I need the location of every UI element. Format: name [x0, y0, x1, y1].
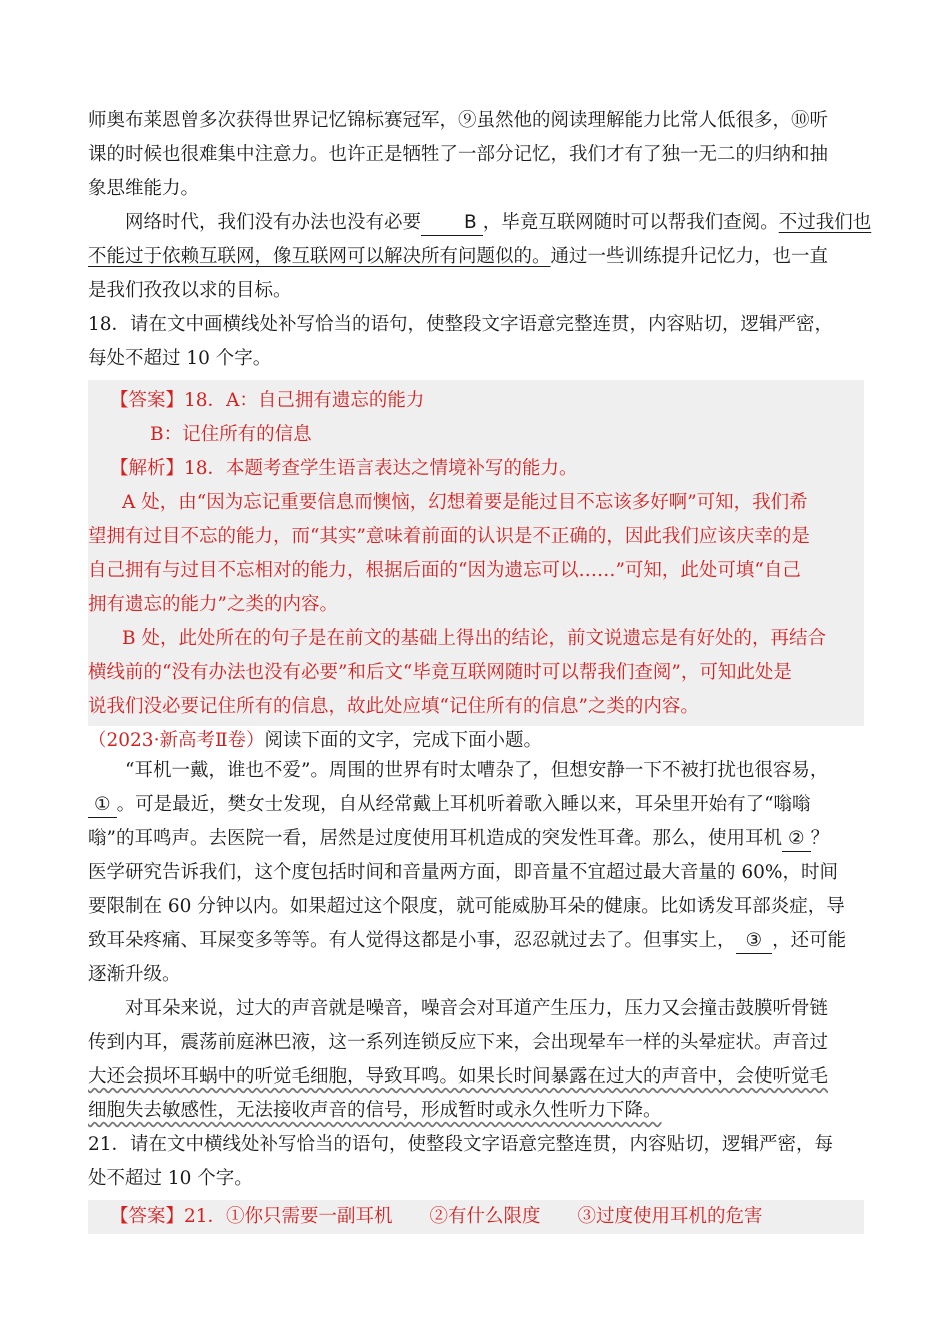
answer-label: 【答案】 — [110, 1206, 185, 1227]
question-18 — [88, 308, 864, 376]
question-21 — [88, 1128, 864, 1196]
question-line: 18．请在文中画横线处补写恰当的语句，使整段文字语意完整连贯，内容贴切，逻辑严密， — [88, 314, 834, 335]
document-page — [88, 104, 872, 1236]
question-line: 处不超过 10 个字。 — [88, 1168, 253, 1189]
analysis-b: B 处，此处所在的句子是在前文的基础上得出的结论，前文说遗忘是有好处的，再结合 横线前的“没有办法也没有必要”和后文“毕竟互联网随时可以帮我们查阅”，可知此处是 说我们没必要记住所有的信息，故此处应填“记住所有的信息”之类的内容。 — [88, 628, 826, 717]
answer-box-21 — [88, 1200, 864, 1234]
passage-line: 网络时代，我们没有办法也没有必要 B ，毕竟互联网随时可以帮我们查阅。不过我们也 — [88, 206, 864, 240]
question-line: 每处不超过 10 个字。 — [88, 348, 272, 369]
underlined-sentence: 不过我们也 — [778, 212, 872, 233]
answer-line: 【答案】21．①你只需要一副耳机 ②有什么限度 ③过度使用耳机的危害 — [110, 1206, 763, 1227]
passage-line: 医学研究告诉我们，这个度包括时间和音量两方面，即音量不宜超过最大音量的 60%，时间 — [88, 862, 839, 883]
passage-line: 传到内耳，震荡前庭淋巴液，这一系列连锁反应下来，会出现晕车一样的头晕症状。声音过 — [88, 1032, 829, 1053]
answer-line: 【答案】18．A：自己拥有遗忘的能力 — [110, 390, 425, 411]
passage-heading: （2023·新高考Ⅱ卷）阅读下面的文字，完成下面小题。 — [88, 730, 543, 751]
fill-blank-3: ③ — [736, 929, 773, 954]
analysis-a: A 处，由“因为忘记重要信息而懊恼，幻想着要是能过目不忘该多好啊”可知，我们希 望拥有过目不忘的能力，而“其实”意味着前面的认识是不正确的，因此我们应该庆幸的是 自己拥有与过目不忘相对的能力，根据后面的“因为遗忘可以……”可知，此处可填“自己 拥有遗忘的能力”之类的内容。 — [88, 492, 810, 615]
fill-blank-2: ② — [782, 827, 811, 852]
passage-line: 不能过于依赖互联网，像互联网可以解决所有问题似的。通过一些训练提升记忆力，也一直 — [88, 246, 829, 267]
passage-line: ① 。可是最近，樊女士发现，自从经常戴上耳机听着歌入睡以来，耳朵里开始有了“嗡嗡 — [88, 788, 864, 822]
passage-line: 象思维能力。 — [88, 178, 200, 199]
analysis-title: 【解析】18．本题考查学生语言表达之情境补写的能力。 — [110, 458, 578, 479]
passage-line: 嗡”的耳鸣声。去医院一看，居然是过度使用耳机造成的突发性耳聋。那么，使用耳机 ② ？ — [88, 822, 864, 856]
passage-line: 师奥布莱恩曾多次获得世界记忆锦标赛冠军，⑨虽然他的阅读理解能力比常人低很多，⑩听 — [88, 110, 829, 131]
passage-line: 逐渐升级。 — [88, 964, 181, 985]
fill-blank-b: B — [421, 211, 483, 236]
passage-line: “耳机一戴，谁也不爱”。周围的世界有时太嘈杂了，但想安静一下不被打扰也很容易， — [125, 760, 829, 781]
passage-2 — [88, 728, 864, 1128]
passage-line: 对耳朵来说，过大的声音就是噪音，噪音会对耳道产生压力，压力又会撞击鼓膜听骨链 — [125, 998, 829, 1019]
passage-line: 致耳朵疼痛、耳屎变多等等。有人觉得这都是小事，忍忍就过去了。但事实上， ③ ，还可能 — [88, 924, 864, 958]
analysis-label: 【解析】 — [110, 458, 185, 479]
passage-line: 要限制在 60 分钟以内。如果超过这个限度，就可能威胁耳朵的健康。比如诱发耳部炎症，导 — [88, 896, 845, 917]
wavy-underlined-line: 大还会损坏耳蜗中的听觉毛细胞，导致耳鸣。如果长时间暴露在过大的声音中，会使听觉毛 — [88, 1066, 829, 1087]
wavy-underlined-line: 细胞失去敏感性，无法接收声音的信号，形成暂时或永久性听力下降。 — [88, 1100, 662, 1121]
answer-box-18 — [88, 380, 864, 726]
answer-label: 【答案】 — [110, 390, 185, 411]
answer-line: B：记住所有的信息 — [150, 424, 312, 445]
passage-line: 是我们孜孜以求的目标。 — [88, 280, 292, 301]
exam-source: （2023·新高考Ⅱ卷） — [88, 730, 265, 751]
fill-blank-1: ① — [88, 793, 117, 818]
underlined-sentence: 不能过于依赖互联网，像互联网可以解决所有问题似的。 — [88, 246, 551, 267]
passage-line: 课的时候也很难集中注意力。也许正是牺牲了一部分记忆，我们才有了独一无二的归纳和抽 — [88, 144, 829, 165]
passage-1 — [88, 104, 872, 308]
question-line: 21．请在文中横线处补写恰当的语句，使整段文字语意完整连贯，内容贴切，逻辑严密，每 — [88, 1134, 834, 1155]
